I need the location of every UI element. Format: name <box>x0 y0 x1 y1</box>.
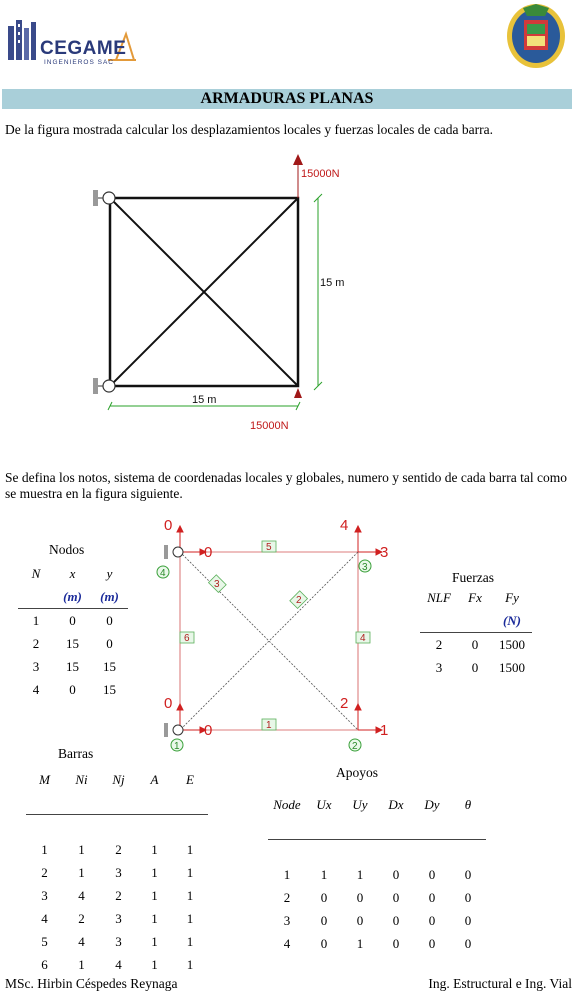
logo-sub-text: INGENIEROS SAC <box>44 59 114 66</box>
force-label-top: 15000N <box>301 168 340 180</box>
footer-department: Ing. Estructural e Ing. Vial <box>428 976 572 991</box>
coordinate-figure <box>150 510 400 760</box>
apoyos-caption: Apoyos <box>336 765 379 780</box>
table-row: 4 0 1 0 0 0 <box>283 935 472 951</box>
barras-caption: Barras <box>58 746 94 761</box>
table-row: 3 0 1500 <box>435 659 525 675</box>
support-top-left <box>93 190 115 206</box>
table-unit <box>18 585 54 609</box>
table-header: Dy <box>424 796 440 812</box>
dimension-vertical <box>314 194 322 390</box>
table-unit: (m) <box>63 588 82 604</box>
dof-label: 0 <box>164 695 173 712</box>
table-row: 3 4 2 1 1 <box>41 887 194 903</box>
bar-label: 4 <box>360 633 366 644</box>
barras-table <box>26 768 208 976</box>
table-row: 4 0 15 <box>32 681 116 697</box>
table-header: N <box>31 565 41 581</box>
table-header: Ux <box>316 796 332 812</box>
table-header: Nj <box>112 771 125 787</box>
table-row: 1 1 2 1 1 <box>41 841 194 857</box>
table-header: x <box>69 565 76 581</box>
page-title: ARMADURAS PLANAS <box>2 89 572 109</box>
table-header: A <box>150 771 159 787</box>
diagonal-lines <box>180 552 358 730</box>
bar-label: 6 <box>184 633 190 644</box>
table-row: 6 1 4 1 1 <box>41 956 194 972</box>
bar-label: 5 <box>266 542 272 553</box>
dof-label: 3 <box>380 544 389 561</box>
table-header: E <box>186 771 194 787</box>
table-header: NLF <box>427 589 451 605</box>
force-label-bottom: 15000N <box>250 420 289 432</box>
bar-label: 3 <box>214 579 220 590</box>
table-row: 2 1 3 1 1 <box>41 864 194 880</box>
truss-members <box>110 198 298 386</box>
dof-label: 1 <box>380 722 389 739</box>
support-bottom-left <box>93 378 115 394</box>
table-row: 4 2 3 1 1 <box>41 910 194 926</box>
table-row: 2 15 0 <box>32 635 113 651</box>
support-node-4 <box>164 545 183 559</box>
table-header: Uy <box>352 796 368 812</box>
table-unit: (m) <box>100 588 119 604</box>
footer-author: MSc. Hirbin Céspedes Reynaga <box>5 976 178 991</box>
truss-figure <box>80 150 345 440</box>
table-header: Fx <box>468 589 482 605</box>
fuerzas-caption: Fuerzas <box>452 570 494 585</box>
table-unit <box>420 609 458 633</box>
support-node-1 <box>164 723 183 737</box>
table-row: 3 0 0 0 0 0 <box>283 912 472 928</box>
dof-label: 0 <box>164 517 173 534</box>
table-unit <box>458 609 492 633</box>
dof-label: 0 <box>204 544 213 561</box>
table-header: M <box>39 771 50 787</box>
table-header: y <box>106 565 113 581</box>
table-header: Dx <box>388 796 404 812</box>
university-crest <box>505 2 567 70</box>
table-unit: (N) <box>502 612 522 628</box>
nodos-table <box>18 562 128 701</box>
dof-label: 4 <box>340 517 349 534</box>
node-label: 2 <box>352 741 358 752</box>
table-header: θ <box>464 796 472 812</box>
table-row: 1 1 1 0 0 0 <box>283 866 472 882</box>
table-header: Fy <box>505 589 519 605</box>
intro-paragraph: De la figura mostrada calcular los desplazamientos locales y fuerzas locales de cada barra. <box>5 122 494 137</box>
node-label: 1 <box>174 741 180 752</box>
table-row: 5 4 3 1 1 <box>41 933 194 949</box>
table-header: Node <box>273 796 301 812</box>
bar-label: 1 <box>266 720 272 731</box>
table-row: 2 0 1500 <box>435 636 525 652</box>
fuerzas-table <box>420 586 532 679</box>
dimension-label-vertical: 15 m <box>320 277 345 289</box>
apoyos-table <box>268 793 486 955</box>
logo-brand-text: CEGAME <box>40 38 127 59</box>
dof-label: 0 <box>204 722 213 739</box>
node-label: 3 <box>362 562 368 573</box>
setup-paragraph: Se defina los notos, sistema de coordenadas locales y globales, numero y sentido de cada barra tal como se muestra en la figura siguiente. <box>5 470 567 501</box>
dof-label: 2 <box>340 695 349 712</box>
table-header: Ni <box>75 771 88 787</box>
table-row: 3 15 15 <box>32 658 116 674</box>
dimension-label-horizontal: 15 m <box>192 394 217 406</box>
table-row: 2 0 0 0 0 0 <box>283 889 472 905</box>
bar-label: 2 <box>296 595 302 606</box>
node-label: 4 <box>160 568 166 579</box>
nodos-caption: Nodos <box>49 542 85 557</box>
force-arrow-bottom <box>294 388 302 398</box>
table-row: 1 0 0 <box>32 612 113 628</box>
